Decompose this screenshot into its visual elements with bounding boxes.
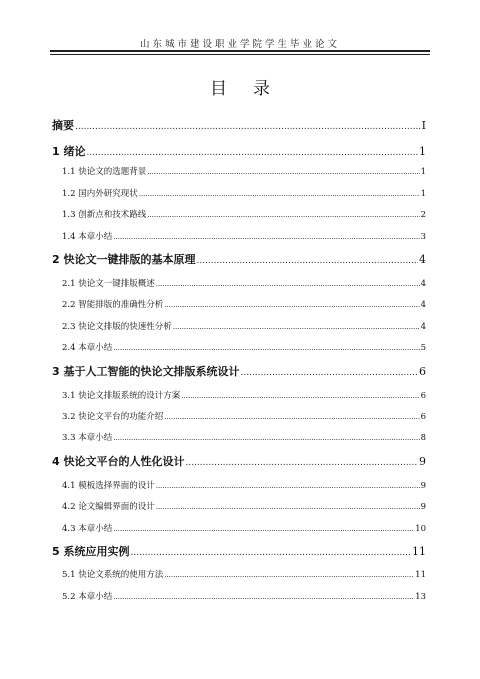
toc-dot-leader (113, 434, 419, 442)
toc-page-number: 5 (420, 343, 426, 353)
toc-chapter-entry[interactable] (52, 143, 426, 159)
toc-dot-leader (147, 211, 419, 219)
toc-entry-label: 3.1 快论文排版系统的设计方案 (62, 391, 181, 401)
toc-dot-leader (173, 323, 420, 331)
toc-page-number: 4 (419, 253, 426, 266)
toc-chapter-entry[interactable] (52, 453, 426, 469)
toc-entry-label: 4.2 论文编辑界面的设计 (62, 502, 155, 512)
toc-page-number: 13 (415, 592, 426, 602)
toc-section-entry[interactable] (62, 389, 426, 401)
toc-section-entry[interactable] (62, 500, 426, 512)
toc-dot-leader (86, 148, 418, 158)
toc-section-entry[interactable] (62, 568, 426, 580)
toc-page-number: 9 (419, 455, 426, 468)
toc-dot-leader (240, 368, 418, 378)
toc-page-number: 6 (419, 365, 426, 378)
toc-dot-leader (185, 458, 418, 468)
toc-section-entry[interactable] (62, 187, 426, 199)
toc-dot-leader (113, 233, 419, 241)
toc-entry-label: 2 快论文一键排版的基本原理 (52, 253, 196, 266)
toc-page-number: I (421, 119, 426, 132)
toc-entry-label: 3.2 快论文平台的功能介绍 (62, 412, 164, 422)
toc-chapter-entry[interactable] (52, 117, 426, 133)
toc-entry-label: 2.3 快论文排版的快速性分析 (62, 322, 172, 332)
toc-dot-leader (130, 548, 411, 558)
toc-entry-label: 2.4 本章小结 (62, 343, 113, 353)
toc-page-number: 11 (415, 570, 426, 580)
toc-dot-leader (164, 301, 419, 309)
toc-entry-label: 摘要 (52, 119, 74, 132)
toc-entry-label: 1.3 创新点和技术路线 (62, 210, 147, 220)
toc-section-entry[interactable] (62, 479, 426, 491)
toc-page-number: 10 (415, 524, 426, 534)
toc-page-number: 4 (420, 279, 426, 289)
toc-section-entry[interactable] (62, 230, 426, 242)
toc-entry-label: 4.1 模板选择界面的设计 (62, 481, 155, 491)
toc-dot-leader (113, 593, 414, 601)
toc-dot-leader (164, 571, 414, 579)
toc-dot-leader (147, 168, 419, 176)
header-rule-thin (50, 54, 430, 55)
toc-page-number: 8 (420, 433, 426, 443)
toc-section-entry[interactable] (62, 341, 426, 353)
toc-chapter-entry[interactable] (52, 363, 426, 379)
toc-entry-label: 5.1 快论文系统的使用方法 (62, 570, 164, 580)
toc-section-entry[interactable] (62, 208, 426, 220)
toc-title: 目录 (210, 79, 296, 99)
toc-page-number: 4 (420, 300, 426, 310)
toc-page-number: 6 (420, 412, 426, 422)
toc-page-number: 2 (420, 210, 426, 220)
toc-section-entry[interactable] (62, 410, 426, 422)
toc-page-number: 1 (419, 145, 426, 158)
toc-dot-leader (139, 190, 420, 198)
toc-entry-label: 3.3 本章小结 (62, 433, 113, 443)
toc-entry-label: 1.4 本章小结 (62, 232, 113, 242)
toc-section-entry[interactable] (62, 522, 426, 534)
toc-page-number: 11 (412, 545, 426, 558)
toc-section-entry[interactable] (62, 277, 426, 289)
toc-entry-label: 4.3 本章小结 (62, 524, 113, 534)
toc-dot-leader (164, 413, 419, 421)
toc-entry-label: 1 绪论 (52, 145, 86, 158)
toc-section-entry[interactable] (62, 590, 426, 602)
toc-entry-label: 4 快论文平台的人性化设计 (52, 455, 185, 468)
toc-page-number: 4 (420, 322, 426, 332)
toc-entry-label: 1.1 快论文的选题背景 (62, 167, 147, 177)
toc-entry-label: 5 系统应用实例 (52, 545, 130, 558)
toc-entry-label: 1.2 国内外研究现状 (62, 189, 138, 199)
toc-entry-label: 2.1 快论文一键排版概述 (62, 279, 155, 289)
toc-dot-leader (181, 392, 419, 400)
toc-page-number: 6 (420, 391, 426, 401)
toc-page-number: 9 (420, 502, 426, 512)
toc-page-number: 3 (420, 232, 426, 242)
toc-dot-leader (75, 122, 421, 132)
toc-dot-leader (156, 503, 420, 511)
toc-dot-leader (113, 344, 419, 352)
toc-entry-label: 3 基于人工智能的快论文排版系统设计 (52, 365, 240, 378)
toc-chapter-entry[interactable] (52, 543, 426, 559)
toc-dot-leader (113, 525, 414, 533)
toc-entry-label: 2.2 智能排版的准确性分析 (62, 300, 164, 310)
toc-chapter-entry[interactable] (52, 251, 426, 267)
toc-page-number: 1 (420, 167, 426, 177)
toc-page-number: 9 (420, 481, 426, 491)
toc-section-entry[interactable] (62, 165, 426, 177)
toc-section-entry[interactable] (62, 298, 426, 310)
header-text: 山东城市建设职业学院学生毕业论文 (139, 39, 340, 50)
toc-section-entry[interactable] (62, 431, 426, 443)
toc-entry-label: 5.2 本章小结 (62, 592, 113, 602)
toc-dot-leader (156, 280, 420, 288)
toc-section-entry[interactable] (62, 320, 426, 332)
toc-page-number: 1 (420, 189, 426, 199)
toc-dot-leader (196, 256, 418, 266)
toc-dot-leader (156, 482, 420, 490)
header-rule-thick (50, 50, 430, 52)
